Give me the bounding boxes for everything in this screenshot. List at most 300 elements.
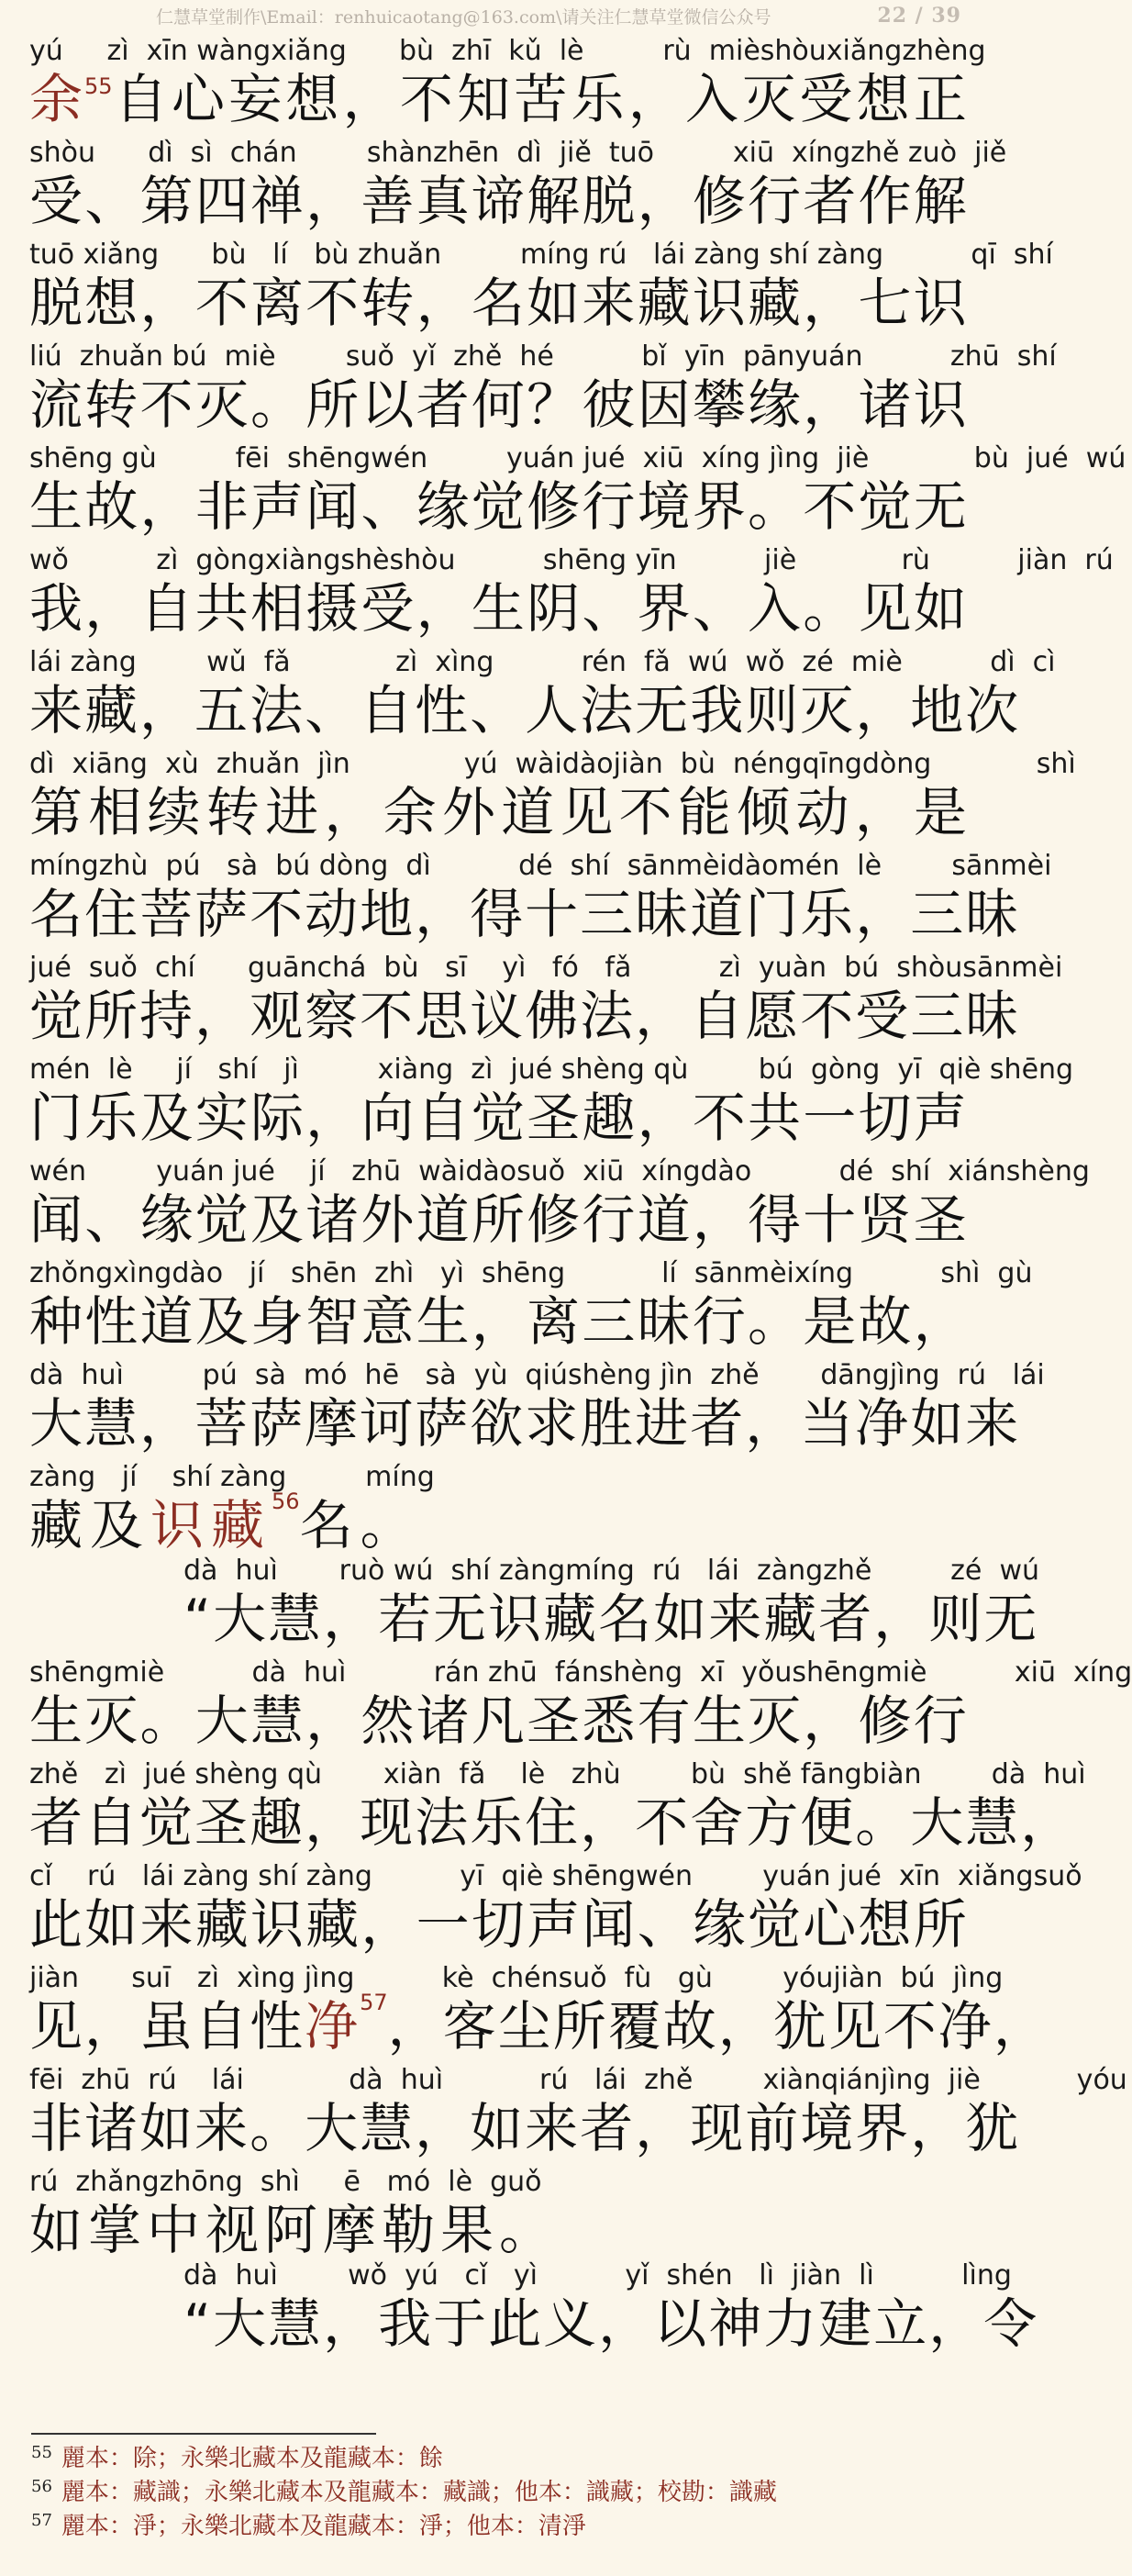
hanzi-char: 大 xyxy=(305,2097,361,2159)
text-line xyxy=(29,1461,969,1555)
hanzi-char: 名 xyxy=(29,883,85,945)
pinyin-annotation: fēi zhū rú lái dà huì rú lái zhě xiànqiánjìng jiè yóu xyxy=(29,2064,1127,2096)
hanzi-char: 无 xyxy=(433,1588,489,1650)
hanzi-char: 乐 xyxy=(800,883,856,945)
hanzi-char: 缘 xyxy=(139,1188,195,1251)
hanzi-char: 自 xyxy=(690,985,746,1047)
pinyin-annotation: zhǒngxìngdào jí shēn zhì yì shēng lí sānmèixíng shì gù xyxy=(29,1257,1033,1289)
text-line xyxy=(29,35,986,137)
hanzi-char: 犹 xyxy=(965,2097,1021,2159)
hanzi-char: 、 xyxy=(692,577,748,640)
hanzi-char: 能 xyxy=(677,781,733,843)
hanzi-char: 、 xyxy=(84,1188,140,1251)
hanzi-char: ， xyxy=(139,679,195,742)
hanzi-char: 欲 xyxy=(470,1392,526,1455)
hanzi-text xyxy=(29,1990,1049,2061)
hanzi-char: 灭 xyxy=(742,68,798,130)
hanzi-text xyxy=(29,2199,969,2265)
hanzi-char: 转 xyxy=(361,272,416,334)
hanzi-char: 四 xyxy=(194,170,250,232)
hanzi-char: 当 xyxy=(800,1392,856,1455)
hanzi-char: 不 xyxy=(692,1087,748,1149)
hanzi-char: 何 xyxy=(471,374,527,436)
hanzi-char: 道 xyxy=(501,781,557,843)
hanzi-char: 圣 xyxy=(527,1087,583,1149)
footnote-reference[interactable]: 57 xyxy=(360,1990,388,2015)
hanzi-char: 闻 xyxy=(582,1893,638,1956)
hanzi-char: 生 xyxy=(29,1689,85,1752)
hanzi-char: 胜 xyxy=(580,1392,636,1455)
hanzi-char: 行 xyxy=(582,1188,638,1251)
pinyin-annotation: cǐ rú lái zàng shí zàng yī qiè shēngwén yuán jué xīn xiǎngsuǒ xyxy=(29,1860,1082,1892)
hanzi-char: ， xyxy=(873,1588,929,1650)
hanzi-char: 大 xyxy=(194,1689,250,1752)
hanzi-char: 如 xyxy=(470,2097,526,2159)
hanzi-char: 攀 xyxy=(692,374,748,436)
hanzi-char: 令 xyxy=(983,2292,1039,2355)
text-line xyxy=(29,239,1053,340)
hanzi-char: 藏 xyxy=(84,679,140,742)
hanzi-char: 贤 xyxy=(858,1188,914,1251)
hanzi-char: 名 xyxy=(598,1588,654,1650)
hanzi-char: 故 xyxy=(662,1995,718,2057)
hanzi-char: 灭 xyxy=(194,374,250,436)
hanzi-char: 受 xyxy=(361,577,416,640)
hanzi-char: 持 xyxy=(139,985,195,1047)
hanzi-char: 得 xyxy=(748,1188,804,1251)
hanzi-char: 方 xyxy=(745,1791,801,1854)
hanzi-char: 际 xyxy=(250,1087,305,1149)
hanzi-char: 所 xyxy=(913,1893,969,1956)
hanzi-char: 者 xyxy=(818,1588,874,1650)
hanzi-char: ， xyxy=(717,1995,773,2057)
hanzi-char: 觉 xyxy=(29,985,85,1047)
hanzi-char: 。 xyxy=(250,374,305,436)
hanzi-char: 进 xyxy=(265,781,321,843)
hanzi-char: 如 xyxy=(527,272,583,334)
hanzi-char: 道 xyxy=(139,1290,195,1353)
hanzi-char: 受 xyxy=(29,170,85,232)
hanzi-char: 者 xyxy=(803,170,859,232)
text-line xyxy=(29,1257,1033,1359)
hanzi-text xyxy=(29,679,1021,745)
hanzi-char: ， xyxy=(635,985,691,1047)
hanzi-char: ， xyxy=(635,2097,691,2159)
hanzi-char: 阴 xyxy=(527,577,583,640)
hanzi-text xyxy=(29,577,969,643)
hanzi-char: 乐 xyxy=(571,68,627,130)
hanzi-char: ， xyxy=(139,475,195,538)
hanzi-char: 彼 xyxy=(582,374,638,436)
scripture-text xyxy=(29,35,1132,2355)
hanzi-char: 受 xyxy=(799,68,855,130)
hanzi-char: 身 xyxy=(250,1290,305,1353)
hanzi-char: 慧 xyxy=(965,1791,1021,1854)
hanzi-char: ， xyxy=(361,1893,416,1956)
pinyin-annotation: dà huì pú sà mó hē sà yù qiúshèng jìn zhě dāngjìng rú lái xyxy=(29,1359,1045,1391)
hanzi-char: 住 xyxy=(525,1791,581,1854)
hanzi-char: 不 xyxy=(882,1995,938,2057)
hanzi-char: 藏 xyxy=(637,272,693,334)
hanzi-char: 来 xyxy=(29,679,85,742)
hanzi-char: 摩 xyxy=(305,1392,361,1455)
header-title: 仁慧草堂制作\Email：renhuicaotang@163.com\请关注仁慧草堂微信公众号 xyxy=(156,7,771,28)
hanzi-char: 受 xyxy=(855,985,911,1047)
hanzi-char: 犹 xyxy=(772,1995,828,2057)
text-line xyxy=(29,340,1057,442)
hanzi-char: 解 xyxy=(913,170,969,232)
hanzi-char: 藏 xyxy=(543,1588,599,1650)
hanzi-char: 以 xyxy=(361,374,416,436)
hanzi-char: 现 xyxy=(690,2097,746,2159)
hanzi-char: 住 xyxy=(84,883,140,945)
hanzi-text xyxy=(29,1290,969,1356)
hanzi-char: 行 xyxy=(913,1689,969,1752)
hanzi-text xyxy=(29,1893,969,1959)
hanzi-char: 则 xyxy=(928,1588,984,1650)
hanzi-char: 藏 xyxy=(748,272,804,334)
hanzi-char: 此 xyxy=(488,2292,544,2355)
hanzi-char: 建 xyxy=(818,2292,874,2355)
hanzi-char: 便 xyxy=(800,1791,856,1854)
hanzi-char: 自 xyxy=(84,1791,140,1854)
hanzi-char: 于 xyxy=(433,2292,489,2355)
hanzi-char: 转 xyxy=(84,374,140,436)
hanzi-char: ， xyxy=(415,883,471,945)
hanzi-char: 人 xyxy=(525,679,581,742)
hanzi-char: 不 xyxy=(399,68,455,130)
hanzi-char: 三 xyxy=(580,883,636,945)
hanzi-char: 十 xyxy=(525,883,581,945)
hanzi-char: 缘 xyxy=(416,475,472,538)
hanzi-char: 性 xyxy=(250,1995,305,2057)
hanzi-char: 慧 xyxy=(84,1392,140,1455)
hanzi-char: 、 xyxy=(637,1893,693,1956)
hanzi-char: 心 xyxy=(171,68,227,130)
hanzi-char: ， xyxy=(580,1791,636,1854)
hanzi-char: 觉 xyxy=(471,1087,527,1149)
hanzi-char: 、 xyxy=(470,679,526,742)
hanzi-char: 藏 xyxy=(194,1893,250,1956)
pinyin-annotation: mén lè jí shí jì xiàng zì jué shèng qù bú gòng yī qiè shēng xyxy=(29,1054,1074,1086)
pinyin-annotation: lái zàng wǔ fǎ zì xìng rén fǎ wú wǒ zé miè dì cì xyxy=(29,646,1056,678)
hanzi-char: 大 xyxy=(213,1588,269,1650)
hanzi-char: 道 xyxy=(690,883,746,945)
hanzi-char: 共 xyxy=(194,577,250,640)
hanzi-char: 无 xyxy=(913,475,969,538)
hanzi-char: 一 xyxy=(416,1893,472,1956)
hanzi-char: 昧 xyxy=(965,985,1021,1047)
hanzi-char: 所 xyxy=(305,374,361,436)
text-line xyxy=(29,850,1052,952)
hanzi-char: ， xyxy=(803,272,859,334)
hanzi-text xyxy=(29,1188,969,1255)
hanzi-char: 来 xyxy=(194,2097,250,2159)
footnote-text: 麗本：淨；永樂北藏本及龍藏本：淨；他本：清淨 xyxy=(61,2513,586,2540)
hanzi-char: ， xyxy=(803,1689,859,1752)
hanzi-char: 趣 xyxy=(582,1087,638,1149)
hanzi-char: 善 xyxy=(361,170,416,232)
hanzi-char: 慧 xyxy=(268,2292,324,2355)
hanzi-char: 客 xyxy=(442,1995,498,2057)
hanzi-text xyxy=(29,272,969,338)
text-line xyxy=(29,137,1007,239)
hanzi-char: 心 xyxy=(803,1893,859,1956)
hanzi-char: 相 xyxy=(88,781,144,843)
hanzi-char: 大 xyxy=(910,1791,966,1854)
hanzi-char: 续 xyxy=(147,781,203,843)
footnote-item xyxy=(31,2443,958,2477)
hanzi-char: 识 xyxy=(692,272,748,334)
hanzi-text xyxy=(29,985,1021,1051)
hanzi-char: 我 xyxy=(690,679,746,742)
hanzi-char: 、 xyxy=(84,170,140,232)
hanzi-char: 生 xyxy=(471,577,527,640)
highlighted-term: 净 xyxy=(305,1995,361,2057)
hanzi-char: ， xyxy=(84,1995,140,2057)
hanzi-char: 无 xyxy=(983,1588,1039,1650)
hanzi-char: 诸 xyxy=(84,2097,140,2159)
hanzi-char: 昧 xyxy=(635,883,691,945)
hanzi-char: 禅 xyxy=(250,170,305,232)
hanzi-char: ， xyxy=(139,272,195,334)
hanzi-char: 圣 xyxy=(527,1689,583,1752)
footnote-item xyxy=(31,2511,958,2545)
hanzi-char: 萨 xyxy=(415,1392,471,1455)
hanzi-char: 来 xyxy=(582,272,638,334)
hanzi-char: 净 xyxy=(938,1995,993,2057)
hanzi-char: 慧 xyxy=(268,1588,324,1650)
hanzi-text xyxy=(29,1489,969,1560)
footnote-reference[interactable]: 56 xyxy=(272,1489,300,1514)
hanzi-char: 灭 xyxy=(800,679,856,742)
pinyin-annotation: liú zhuǎn bú miè suǒ yǐ zhě hé bǐ yīn pānyuán zhū shí xyxy=(29,340,1057,373)
hanzi-char: 脱 xyxy=(29,272,85,334)
hanzi-char: 自 xyxy=(139,577,195,640)
hanzi-char: 离 xyxy=(250,272,305,334)
hanzi-char: 三 xyxy=(910,985,966,1047)
hanzi-char: 力 xyxy=(763,2292,819,2355)
hanzi-char: 外 xyxy=(361,1188,416,1251)
hanzi-char: 妄 xyxy=(228,68,284,130)
hanzi-char: 名 xyxy=(471,272,527,334)
hanzi-char: 如 xyxy=(653,1588,709,1650)
pinyin-annotation: tuō xiǎng bù lí bù zhuǎn míng rú lái zàng shí zàng qī shí xyxy=(29,239,1053,271)
text-line xyxy=(29,544,1114,646)
hanzi-char: 性 xyxy=(84,1290,140,1353)
hanzi-char: 想 xyxy=(84,272,140,334)
pinyin-annotation: zàng jí shí zàng míng xyxy=(29,1461,435,1493)
hanzi-char: 不 xyxy=(800,985,856,1047)
hanzi-char: 解 xyxy=(527,170,583,232)
hanzi-char: 法 xyxy=(580,679,636,742)
hanzi-char: 诃 xyxy=(360,1392,416,1455)
pinyin-annotation: dì xiāng xù zhuǎn jìn yú wàidàojiàn bù néngqīngdòng shì xyxy=(29,748,1076,780)
hanzi-char: 慧 xyxy=(360,2097,416,2159)
hanzi-char: ， xyxy=(471,1290,527,1353)
hanzi-char: 余 xyxy=(383,781,438,843)
hanzi-char: 道 xyxy=(637,1188,693,1251)
hanzi-char: 义 xyxy=(543,2292,599,2355)
pinyin-annotation: wén yuán jué jí zhū wàidàosuǒ xiū xíngdào dé shí xiánshèng xyxy=(29,1155,1090,1188)
hanzi-char: 、 xyxy=(361,475,416,538)
hanzi-text xyxy=(29,475,969,541)
hanzi-char: 大 xyxy=(29,1392,85,1455)
hanzi-char: 尘 xyxy=(497,1995,553,2057)
hanzi-char: 然 xyxy=(361,1689,416,1752)
hanzi-char: 入 xyxy=(748,577,804,640)
hanzi-char: 不 xyxy=(194,272,250,334)
hanzi-char: 察 xyxy=(305,985,361,1047)
hanzi-char: 则 xyxy=(745,679,801,742)
hanzi-char: 门 xyxy=(29,1087,85,1149)
text-line xyxy=(29,442,1126,544)
hanzi-char: 法 xyxy=(415,1791,471,1854)
hanzi-char: 见 xyxy=(858,577,914,640)
hanzi-char: 如 xyxy=(913,577,969,640)
hanzi-char: 行 xyxy=(692,1290,748,1353)
hanzi-char: 第 xyxy=(139,170,195,232)
hanzi-char: 者 xyxy=(580,2097,636,2159)
text-line xyxy=(29,1054,1074,1155)
hanzi-text xyxy=(29,374,969,440)
hanzi-char: 想 xyxy=(858,1893,914,1956)
hanzi-char: ， xyxy=(745,1392,801,1455)
highlighted-term: 余$^{55}$ xyxy=(29,68,113,130)
hanzi-segment: 如掌中视阿摩勒果。 xyxy=(29,2199,559,2261)
hanzi-char: 切 xyxy=(858,1087,914,1149)
hanzi-char: ， xyxy=(84,577,140,640)
hanzi-char: 第 xyxy=(29,781,85,843)
hanzi-char: 议 xyxy=(470,985,526,1047)
hanzi-char: 声 xyxy=(527,1893,583,1956)
text-line xyxy=(183,2259,1039,2355)
hanzi-char: 行 xyxy=(748,170,804,232)
hanzi-char: 入 xyxy=(684,68,740,130)
hanzi-char: 以 xyxy=(653,2292,709,2355)
footnote-item xyxy=(31,2477,958,2511)
pinyin-annotation: shēng gù fēi shēngwén yuán jué xiū xíng jìng jiè bù jué wú xyxy=(29,442,1126,474)
hanzi-char: 一 xyxy=(803,1087,859,1149)
hanzi-char: 及 xyxy=(194,1290,250,1353)
hanzi-char: 作 xyxy=(858,170,914,232)
hanzi-char: ， xyxy=(194,985,250,1047)
hanzi-char: 想 xyxy=(856,68,912,130)
hanzi-char: 倾 xyxy=(737,781,793,843)
text-line xyxy=(29,1860,1082,1962)
hanzi-char: 缘 xyxy=(692,1893,748,1956)
hanzi-char: ， xyxy=(637,1087,693,1149)
hanzi-char: ， xyxy=(324,781,380,843)
hanzi-char: 想 xyxy=(285,68,341,130)
hanzi-char: 非 xyxy=(29,2097,85,2159)
hanzi-char: 法 xyxy=(250,679,305,742)
hanzi-char: 识 xyxy=(913,374,969,436)
hanzi-char: 。 xyxy=(748,1290,804,1353)
hanzi-char: 灭 xyxy=(748,1689,804,1752)
footnote-reference[interactable]: 55 xyxy=(84,73,113,99)
hanzi-char: 因 xyxy=(637,374,693,436)
hanzi-char: 正 xyxy=(913,68,969,130)
hanzi-char: 地 xyxy=(360,883,416,945)
hanzi-char: 摄 xyxy=(305,577,361,640)
hanzi-char: ， xyxy=(855,883,911,945)
hanzi-char: ， xyxy=(627,68,683,130)
hanzi-char: 思 xyxy=(415,985,471,1047)
hanzi-char: 者 xyxy=(29,1791,85,1854)
hanzi-char: 苦 xyxy=(514,68,570,130)
hanzi-text xyxy=(29,1392,1021,1458)
text-line xyxy=(29,1656,1132,1758)
hanzi-char: 立 xyxy=(873,2292,929,2355)
hanzi-char: 藏 xyxy=(763,1588,819,1650)
hanzi-char: 见 xyxy=(560,781,616,843)
hanzi-char: 求 xyxy=(525,1392,581,1455)
hanzi-char: 自 xyxy=(416,1087,472,1149)
footnote-text: 麗本：除；永樂北藏本及龍藏本：餘 xyxy=(61,2445,443,2472)
hanzi-text xyxy=(29,1087,969,1153)
pinyin-annotation: shòu dì sì chán shànzhēn dì jiě tuō xiū xíngzhě zuò jiě xyxy=(29,137,1007,169)
footnote-number: 57 xyxy=(31,2511,52,2530)
hanzi-char: 共 xyxy=(748,1087,804,1149)
hanzi-char: 界 xyxy=(637,577,693,640)
hanzi-char: 觉 xyxy=(858,475,914,538)
hanzi-segment: 名。 xyxy=(299,1494,421,1556)
hanzi-char: 识 xyxy=(250,1893,305,1956)
hanzi-char: 我 xyxy=(378,2292,434,2355)
hanzi-char: 缘 xyxy=(748,374,804,436)
hanzi-char: 七 xyxy=(858,272,914,334)
hanzi-char: 故 xyxy=(858,1290,914,1353)
hanzi-char: 得 xyxy=(470,883,526,945)
hanzi-char: 行 xyxy=(582,475,638,538)
pinyin-annotation: dà huì ruò wú shí zàngmíng rú lái zàngzhě zé wú xyxy=(183,1555,1040,1587)
hanzi-segment: 藏及 xyxy=(29,1494,151,1556)
hanzi-char: 无 xyxy=(635,679,691,742)
hanzi-char: 声 xyxy=(913,1087,969,1149)
hanzi-char: 来 xyxy=(139,1893,195,1956)
hanzi-text xyxy=(183,1588,1039,1654)
hanzi-char: 前 xyxy=(745,2097,801,2159)
hanzi-char: 转 xyxy=(205,781,261,843)
hanzi-char: ， xyxy=(913,1290,969,1353)
hanzi-char: 法 xyxy=(580,985,636,1047)
hanzi-text xyxy=(29,1791,1076,1857)
hanzi-char: 识 xyxy=(913,272,969,334)
text-line xyxy=(29,1359,1045,1461)
hanzi-text xyxy=(29,2097,1021,2163)
footnote-number: 56 xyxy=(31,2477,52,2496)
hanzi-char: 动 xyxy=(795,781,851,843)
hanzi-char: ， xyxy=(692,1188,748,1251)
hanzi-char: 悉 xyxy=(582,1689,638,1752)
hanzi-char: 道 xyxy=(416,1188,472,1251)
hanzi-char: ， xyxy=(993,1995,1049,2057)
hanzi-char: 不 xyxy=(635,1791,691,1854)
hanzi-char: 不 xyxy=(305,272,361,334)
hanzi-char: 大 xyxy=(213,2292,269,2355)
hanzi-char: 净 xyxy=(855,1392,911,1455)
hanzi-char: 趣 xyxy=(250,1791,305,1854)
hanzi-char: 昧 xyxy=(637,1290,693,1353)
hanzi-char: 诸 xyxy=(858,374,914,436)
hanzi-char: ， xyxy=(1020,1791,1076,1854)
text-line xyxy=(29,2064,1127,2166)
hanzi-char: 向 xyxy=(361,1087,416,1149)
hanzi-char: 昧 xyxy=(965,883,1021,945)
hanzi-char: 修 xyxy=(858,1689,914,1752)
hanzi-char: “ xyxy=(183,1588,214,1650)
